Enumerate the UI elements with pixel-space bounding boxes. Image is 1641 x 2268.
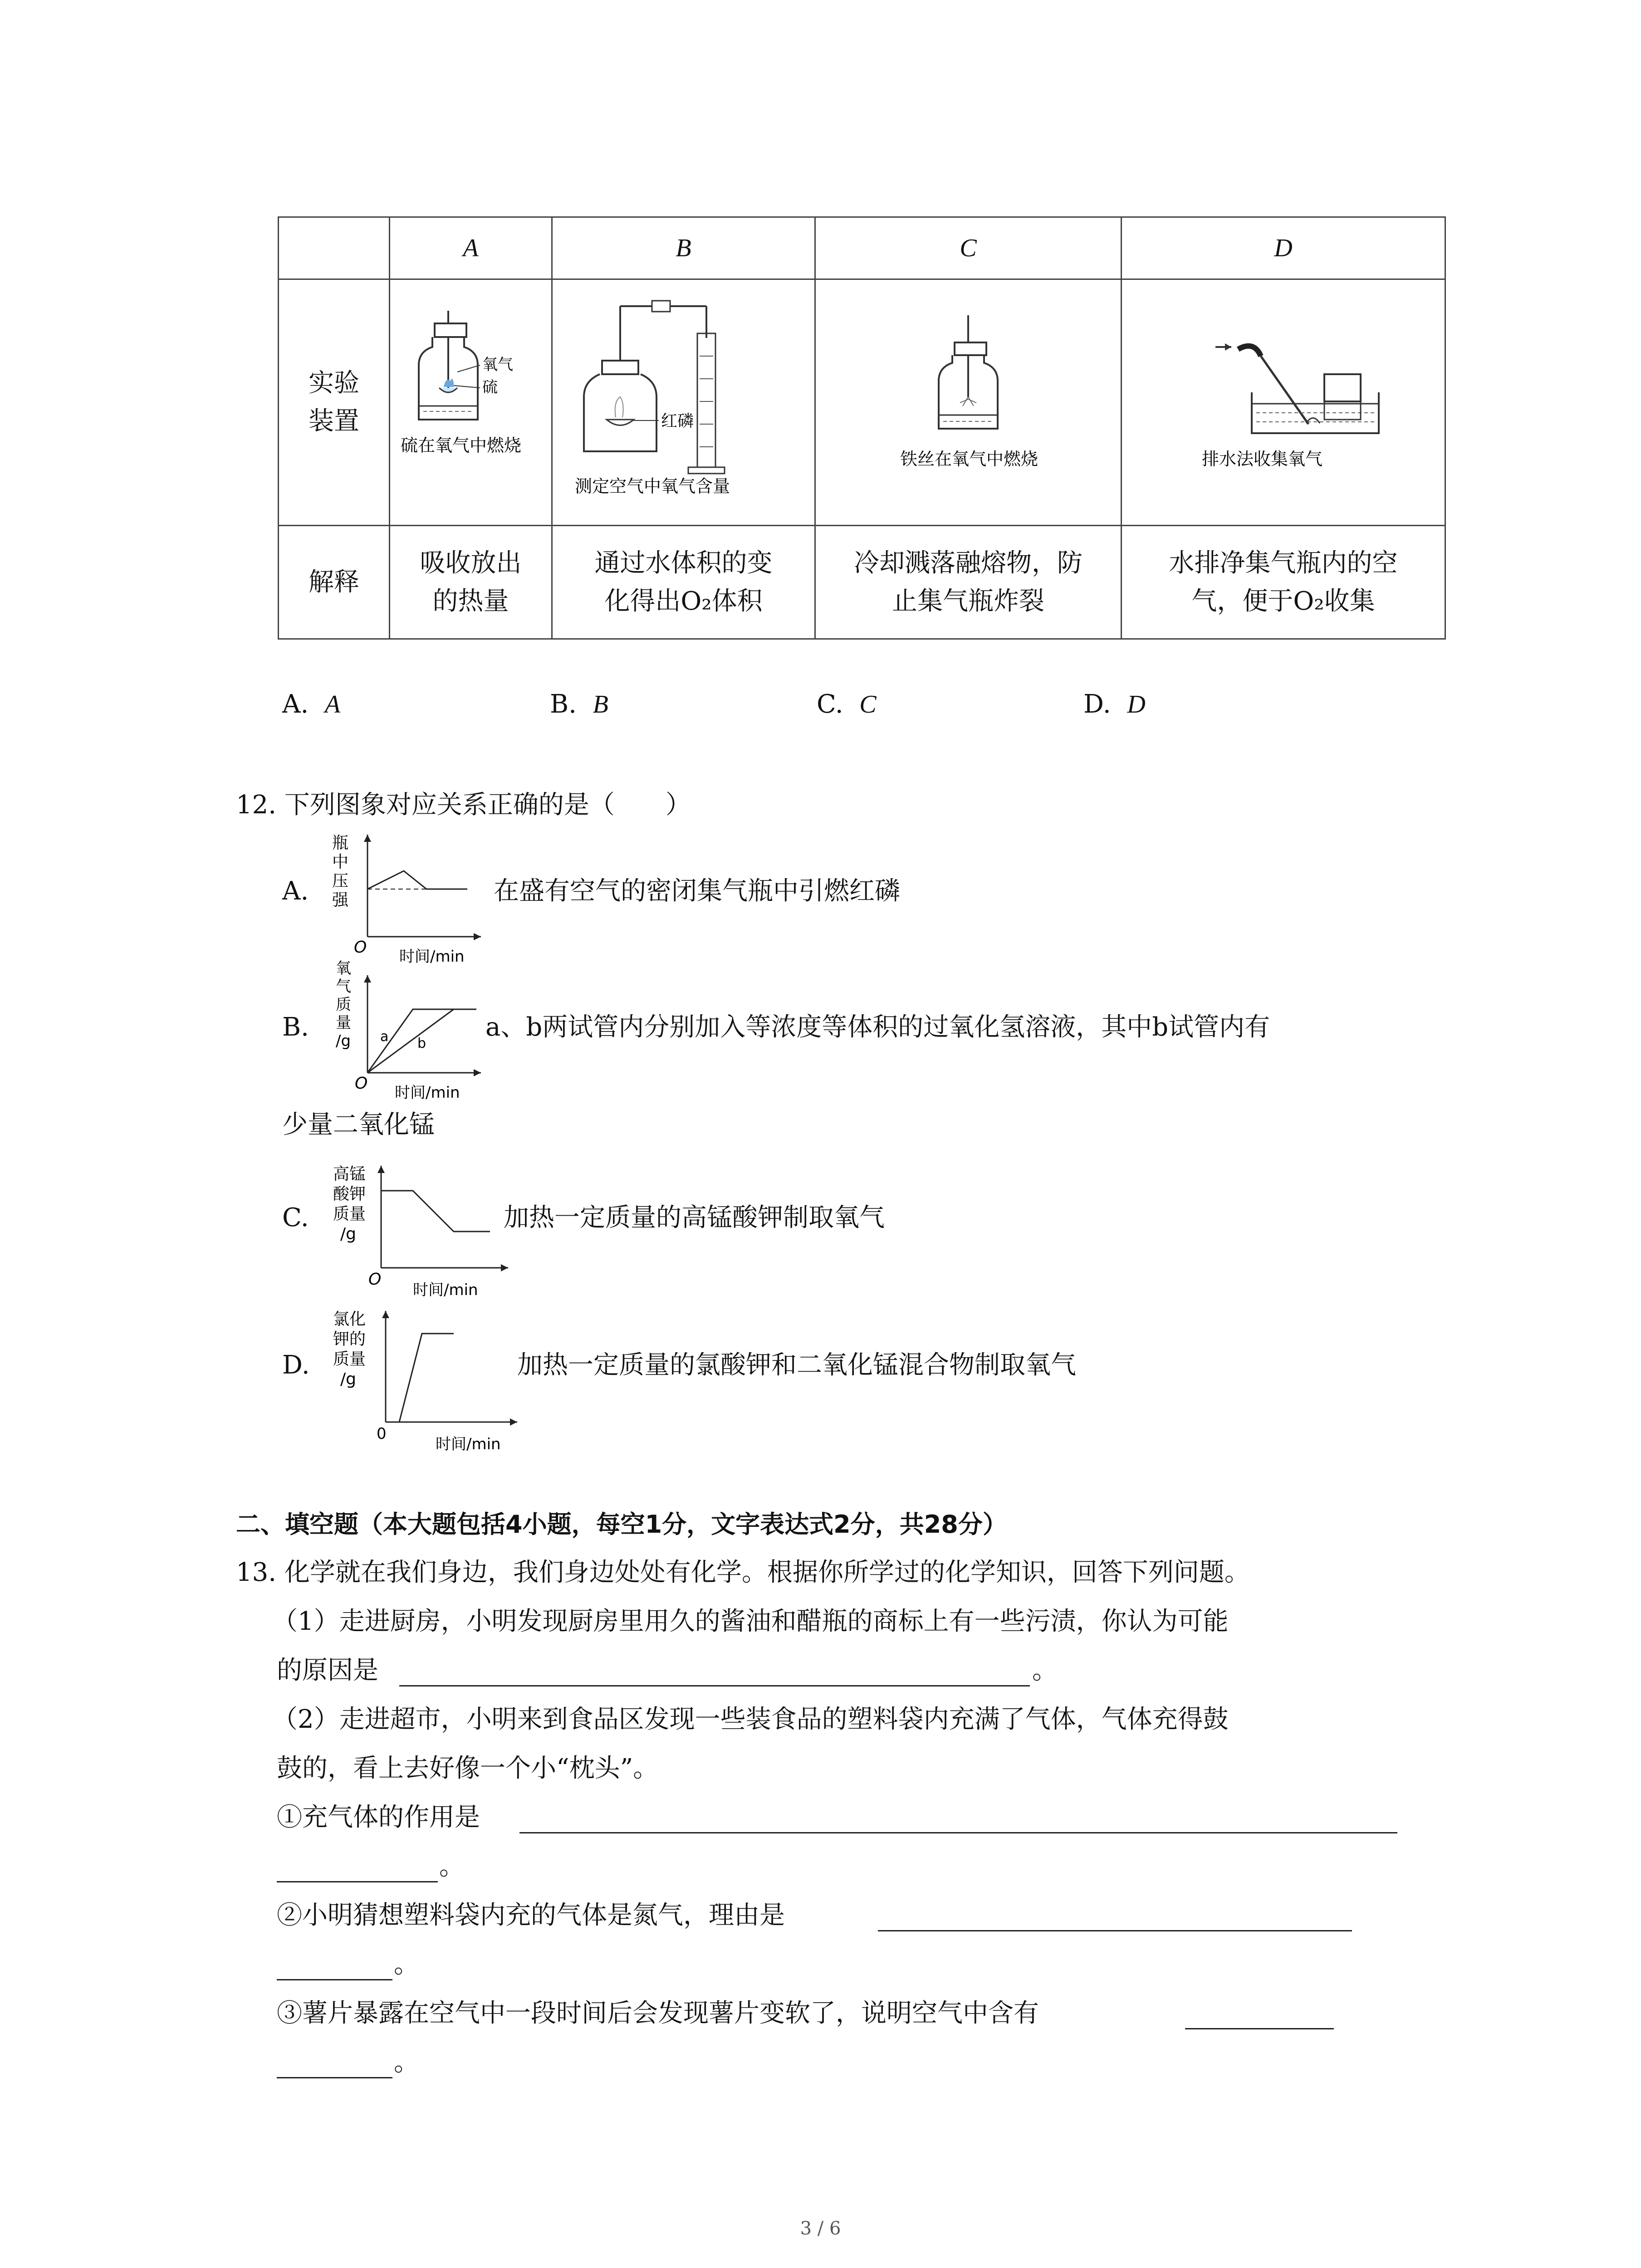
apparatus-d-cell <box>1122 279 1445 526</box>
svg-text:时间/min: 时间/min <box>399 948 465 966</box>
svg-text:压: 压 <box>332 872 349 890</box>
header-b: B <box>552 217 815 279</box>
q12-option-c-text: 加热一定质量的高锰酸钾制取氧气 <box>504 1203 885 1232</box>
svg-text:瓶: 瓶 <box>332 834 349 852</box>
q13-period-4: 。 <box>394 2048 419 2077</box>
experiment-table <box>278 216 1446 640</box>
q13-answer-blank-4b[interactable] <box>277 2077 392 2078</box>
row-label-apparatus: 实验 装置 <box>279 279 390 526</box>
page-number: 3 / 6 <box>800 2218 841 2239</box>
caption-a: 硫在氧气中燃烧 <box>400 435 521 455</box>
q12-option-d-text: 加热一定质量的氯酸钾和二氧化锰混合物制取氧气 <box>517 1350 1076 1380</box>
svg-text:中: 中 <box>332 853 349 871</box>
sulfur-burning-apparatus <box>396 297 546 497</box>
q13-answer-blank-2[interactable] <box>519 1832 1397 1833</box>
svg-text:/g: /g <box>340 1225 356 1243</box>
q12-option-b-text-cont: 少量二氧化锰 <box>282 1110 435 1139</box>
svg-text:钾的: 钾的 <box>333 1330 366 1349</box>
row-label-explanation: 解释 <box>279 526 390 639</box>
svg-text:O: O <box>355 1074 368 1093</box>
apparatus-c-cell <box>815 279 1122 526</box>
svg-text:高锰: 高锰 <box>333 1165 366 1183</box>
svg-text:气: 气 <box>336 978 351 996</box>
section-2-heading: 二、填空题（本大题包括4小题，每空1分，文字表达式2分，共28分） <box>236 1510 1007 1539</box>
q13-answer-blank-3b[interactable] <box>277 1979 392 1980</box>
svg-text:质: 质 <box>336 996 351 1014</box>
caption-d: 排水法收集氧气 <box>1201 449 1323 469</box>
q13-period-2: 。 <box>439 1852 465 1881</box>
explanation-a: 吸收放出 的热量 <box>390 526 552 639</box>
q13-p2-line2: 鼓的，看上去好像一个小“枕头”。 <box>277 1754 659 1783</box>
q13-sub1: ①充气体的作用是 <box>277 1803 480 1832</box>
oxygen-content-apparatus <box>557 288 811 506</box>
explanation-c: 冷却溅落融熔物，防 止集气瓶炸裂 <box>815 526 1122 639</box>
q12-option-c-label[interactable]: C. <box>282 1203 309 1232</box>
svg-text:质量: 质量 <box>333 1205 366 1223</box>
water-displacement-apparatus <box>1147 297 1420 497</box>
table-explanation-row <box>279 526 1445 639</box>
svg-text:氧: 氧 <box>336 959 351 978</box>
q11-option-a[interactable]: A. A <box>282 689 341 719</box>
svg-text:量: 量 <box>336 1014 351 1032</box>
table-header-row <box>279 217 1445 279</box>
q13-answer-blank-3[interactable] <box>878 1930 1352 1931</box>
header-a: A <box>390 217 552 279</box>
svg-text:时间/min: 时间/min <box>436 1435 501 1453</box>
apparatus-a-cell <box>390 279 552 526</box>
apparatus-b-cell <box>552 279 815 526</box>
svg-text:时间/min: 时间/min <box>395 1084 460 1102</box>
svg-text:/g: /g <box>336 1032 351 1050</box>
q13-answer-blank-2b[interactable] <box>277 1881 438 1882</box>
svg-text:强: 强 <box>332 891 349 909</box>
q13-period-3: 。 <box>394 1950 419 1979</box>
iron-wire-apparatus <box>841 297 1095 497</box>
q12-graph-c <box>327 1161 517 1306</box>
label-red-phosphorus: 红磷 <box>661 412 694 430</box>
svg-text:O: O <box>354 938 367 957</box>
svg-text:酸钾: 酸钾 <box>333 1185 366 1203</box>
q11-option-c[interactable]: C. C <box>817 689 877 719</box>
q12-option-b-text: a、b两试管内分别加入等浓度等体积的过氧化氢溶液，其中b试管内有 <box>485 1012 1270 1042</box>
svg-text:时间/min: 时间/min <box>413 1281 478 1299</box>
svg-text:O: O <box>368 1270 382 1289</box>
q11-option-b[interactable]: B. B <box>550 689 608 719</box>
q12-option-d-label[interactable]: D. <box>282 1350 310 1380</box>
q12-option-a-label[interactable]: A. <box>282 876 309 906</box>
caption-b: 测定空气中氧气含量 <box>574 476 730 496</box>
q13-answer-blank-4[interactable] <box>1185 2028 1334 2029</box>
q13-sub2: ②小明猜想塑料袋内充的气体是氮气，理由是 <box>277 1901 785 1930</box>
explanation-b: 通过水体积的变 化得出O₂体积 <box>552 526 815 639</box>
q13-stem: 13. 化学就在我们身边，我们身边处处有化学。根据你所学过的化学知识，回答下列问题。 <box>236 1558 1250 1587</box>
q11-option-d[interactable]: D. D <box>1083 689 1146 719</box>
q12-option-b-label[interactable]: B. <box>282 1012 309 1042</box>
svg-text:质量: 质量 <box>333 1350 366 1369</box>
table-apparatus-row <box>279 279 1445 526</box>
q12-graph-d <box>327 1306 526 1461</box>
q13-sub3: ③薯片暴露在空气中一段时间后会发现薯片变软了，说明空气中含有 <box>277 1999 1039 2028</box>
q12-option-a-text: 在盛有空气的密闭集气瓶中引燃红磷 <box>494 876 900 906</box>
svg-text:0: 0 <box>377 1425 387 1443</box>
q13-period-1: 。 <box>1032 1656 1058 1685</box>
svg-text:/g: /g <box>340 1370 356 1388</box>
caption-c: 铁丝在氧气中燃烧 <box>900 449 1038 469</box>
header-empty <box>279 217 390 279</box>
svg-text:a: a <box>380 1029 389 1045</box>
q13-p1-line2: 的原因是 <box>277 1656 378 1685</box>
q13-answer-blank-1[interactable] <box>399 1685 1030 1686</box>
q13-p1-line1: （1）走进厨房，小明发现厨房里用久的酱油和醋瓶的商标上有一些污渍，你认为可能 <box>272 1607 1229 1636</box>
explanation-d: 水排净集气瓶内的空 气，便于O₂收集 <box>1122 526 1445 639</box>
q12-stem: 12. 下列图象对应关系正确的是（ ） <box>236 790 691 820</box>
svg-text:氯化: 氯化 <box>333 1310 366 1329</box>
header-c: C <box>815 217 1122 279</box>
label-sulfur: 硫 <box>482 378 498 396</box>
q13-p2-line1: （2）走进超市，小明来到食品区发现一些装食品的塑料袋内充满了气体，气体充得鼓 <box>272 1705 1229 1734</box>
svg-text:b: b <box>417 1036 426 1051</box>
header-d: D <box>1122 217 1445 279</box>
label-oxygen: 氧气 <box>482 356 513 374</box>
q12-graph-b <box>327 957 490 1107</box>
q12-graph-a <box>327 830 490 966</box>
